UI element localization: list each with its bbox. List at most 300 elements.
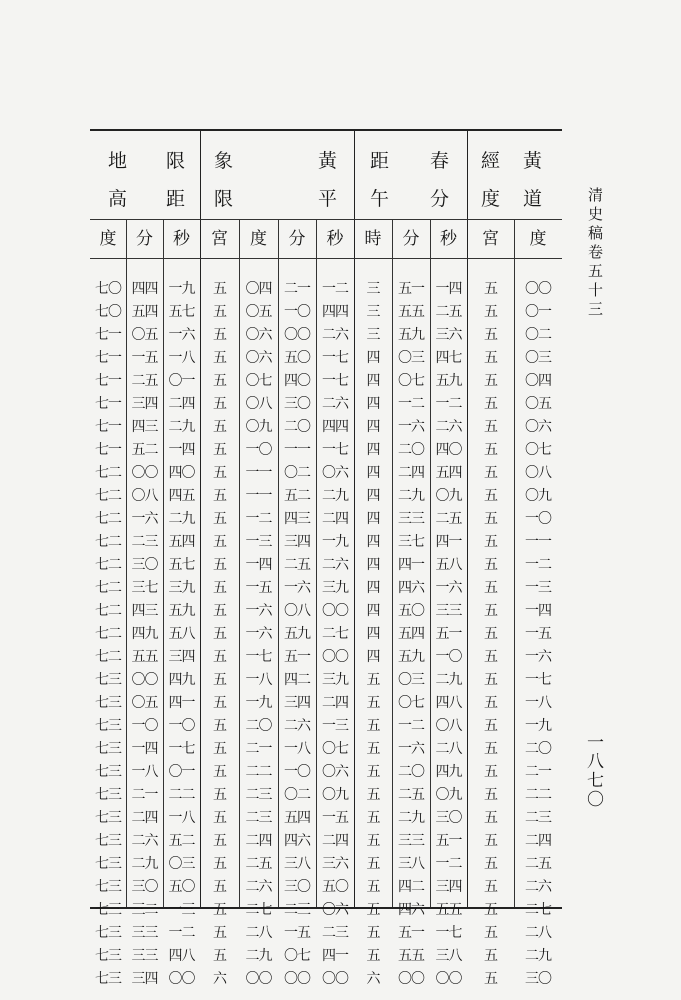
table-cell: 五 [484, 764, 497, 780]
table-cell: 五九 [398, 327, 424, 343]
table-cell: 二三 [284, 902, 310, 918]
table-cell: 一六 [245, 603, 272, 619]
table-cell: 五 [484, 948, 497, 964]
table-cell: 四一 [435, 534, 462, 550]
table-cell: 〇八 [284, 603, 310, 619]
table-cell: 二五 [284, 557, 310, 573]
table-cell: 一二 [435, 396, 462, 412]
table-cell: 一五 [322, 810, 348, 826]
table-cell: 二一 [131, 787, 158, 803]
table-cell: 五 [366, 856, 380, 872]
table-cell: 三〇 [284, 396, 310, 412]
table-cell: 五四 [435, 465, 462, 481]
table-cell: 五 [484, 281, 497, 297]
table-cell: 五五 [435, 902, 462, 918]
table-cell: 四 [366, 373, 380, 389]
table-cell: 三九 [168, 580, 195, 596]
table-cell: 〇三 [398, 672, 424, 688]
table-cell: 三四 [131, 971, 158, 987]
table-cell: 一二 [398, 396, 424, 412]
table-cell: 七二 [95, 488, 121, 504]
table-cell: 三七 [131, 580, 158, 596]
table-cell: 四 [366, 350, 380, 366]
table-cell: 〇〇 [131, 465, 158, 481]
table-cell: 一六 [398, 419, 424, 435]
table-cell: 五 [484, 718, 497, 734]
table-cell: 五 [213, 672, 226, 688]
table-cell: 二九 [525, 948, 551, 964]
table-cell: 五 [484, 442, 497, 458]
header-ecliptic-limit-sign [200, 131, 354, 220]
table-cell: 五 [484, 511, 497, 527]
table-cell: 〇六 [322, 902, 348, 918]
table-cell: 三三 [398, 511, 424, 527]
table-cell: 一二 [398, 718, 424, 734]
table-cell: 〇三 [525, 350, 551, 366]
header-char: 距 [166, 188, 186, 210]
table-cell: 五 [213, 787, 226, 803]
table-cell: 一六 [168, 327, 195, 343]
table-cell: 三八 [284, 856, 310, 872]
table-cell: 〇〇 [525, 281, 551, 297]
table-cell: 四 [366, 488, 380, 504]
table-cell: 五 [484, 465, 497, 481]
table-cell: 一二 [322, 281, 348, 297]
table-cell: 七二 [95, 626, 121, 642]
table-cell: 五一 [398, 281, 424, 297]
table-cell: 〇八 [435, 718, 462, 734]
table-cell: 〇六 [322, 764, 348, 780]
table-cell: 〇〇 [245, 971, 272, 987]
table-cell: 一〇 [168, 718, 195, 734]
table-cell: 五 [484, 649, 497, 665]
table-cell: 二四 [168, 396, 195, 412]
table-cell: 四五 [168, 488, 195, 504]
table-cell: 五 [484, 810, 497, 826]
table-cell: 一二 [168, 925, 195, 941]
table-cell: 五 [366, 787, 380, 803]
table-cell: 〇五 [245, 304, 272, 320]
table-cell: 五一 [284, 649, 310, 665]
table-cell: 二九 [168, 511, 195, 527]
table-cell: 二四 [245, 833, 272, 849]
table-cell: 〇〇 [435, 971, 462, 987]
table-cell: 七二 [95, 511, 121, 527]
table-cell: 四六 [398, 902, 424, 918]
table-cell: 五 [366, 741, 380, 757]
table-cell: 三四 [168, 649, 195, 665]
table-cell: 一八 [245, 672, 272, 688]
header-ecliptic-limit-altitude [90, 131, 200, 220]
table-cell: 五 [366, 879, 380, 895]
table-cell: 五〇 [322, 879, 348, 895]
table-cell: 一七 [322, 442, 348, 458]
table-cell: 〇九 [435, 787, 462, 803]
table-cell: 〇五 [131, 327, 158, 343]
table-cell: 四九 [131, 626, 158, 642]
table-cell: 二四 [322, 511, 348, 527]
table-cell: 〇四 [245, 281, 272, 297]
table-cell: 三九 [322, 580, 348, 596]
table-cell: 五 [213, 396, 226, 412]
table-cell: 〇一 [168, 764, 195, 780]
table-cell: 五 [484, 488, 497, 504]
table-cell: 五〇 [284, 350, 310, 366]
column-header: 時 [354, 220, 392, 259]
table-cell: 三四 [435, 879, 462, 895]
table-cell: 五 [213, 580, 226, 596]
table-cell: 四一 [168, 695, 195, 711]
table-cell: 一二 [435, 856, 462, 872]
table-cell: 二六 [435, 419, 462, 435]
table-cell: 二九 [131, 856, 158, 872]
table-cell: 二四 [322, 695, 348, 711]
table-cell: 五 [484, 879, 497, 895]
table-cell: 〇五 [525, 396, 551, 412]
table-cell: 三 [366, 281, 380, 297]
table-cell: 三 [366, 327, 380, 343]
table-cell: 四 [366, 511, 380, 527]
table-cell: 四二 [398, 879, 424, 895]
table-cell: 四四 [322, 304, 348, 320]
table-cell: 二六 [131, 833, 158, 849]
table-cell: 一六 [131, 511, 158, 527]
table-cell: 一三 [168, 902, 195, 918]
table-cell: 五 [484, 396, 497, 412]
table-cell: 三三 [435, 603, 462, 619]
table-cell: 五 [484, 787, 497, 803]
table-cell: 五 [213, 626, 226, 642]
table-cell: 五 [213, 879, 226, 895]
table-cell: 五 [484, 580, 497, 596]
table-cell: 〇〇 [398, 971, 424, 987]
table-cell: 四九 [435, 764, 462, 780]
table-cell: 五 [213, 718, 226, 734]
table-cell: 五五 [131, 649, 158, 665]
table-cell: 五一 [398, 925, 424, 941]
table-cell: 四三 [284, 511, 310, 527]
table-cell: 二八 [245, 925, 272, 941]
table-cell: 五 [213, 695, 226, 711]
table-cell: 一六 [245, 626, 272, 642]
table-cell: 七三 [95, 971, 121, 987]
table-cell: 四 [366, 534, 380, 550]
table-cell: 五 [213, 281, 226, 297]
table-cell: 五 [366, 764, 380, 780]
header-char: 平 [318, 188, 338, 210]
table-cell: 三三 [131, 948, 158, 964]
header-char: 黃 [318, 150, 338, 172]
table-cell: 二二 [525, 787, 551, 803]
table-cell: 三〇 [284, 879, 310, 895]
table-cell: 五 [484, 672, 497, 688]
table-cell: 三三 [131, 925, 158, 941]
table-cell: 七三 [95, 833, 121, 849]
header-ecliptic-longitude [467, 131, 562, 220]
table-cell: 四七 [435, 350, 462, 366]
table-cell: 一〇 [131, 718, 158, 734]
table-cell: 七一 [95, 442, 121, 458]
table-cell: 二八 [435, 741, 462, 757]
table-cell: 〇〇 [284, 327, 310, 343]
table-cell: 一七 [168, 741, 195, 757]
table-cell: 二四 [322, 833, 348, 849]
table-cell: 五 [213, 902, 226, 918]
table-cell: 一一 [245, 465, 272, 481]
table-cell: 五 [366, 833, 380, 849]
table-cell: 四 [366, 419, 380, 435]
table-cell: 二〇 [245, 718, 272, 734]
table-cell: 二七 [322, 626, 348, 642]
table-cell: 〇〇 [322, 971, 348, 987]
table-cell: 七一 [95, 396, 121, 412]
table-cell: 五 [213, 442, 226, 458]
header-char: 分 [430, 188, 450, 210]
table-cell: 七三 [95, 948, 121, 964]
table-cell: 一九 [525, 718, 551, 734]
table-cell: 五 [484, 833, 497, 849]
table-cell: 二二 [168, 787, 195, 803]
table-cell: 七三 [95, 902, 121, 918]
table-cell: 一三 [525, 580, 551, 596]
table-cell: 二九 [398, 488, 424, 504]
table-cell: 二九 [398, 810, 424, 826]
table-cell: 〇九 [435, 488, 462, 504]
table-cell: 五 [484, 971, 497, 987]
table-cell: 二五 [525, 856, 551, 872]
table-cell: 〇七 [322, 741, 348, 757]
table-cell: 三〇 [131, 557, 158, 573]
table-cell: 二六 [322, 557, 348, 573]
table-cell: 四九 [168, 672, 195, 688]
table-cell: 五一 [435, 833, 462, 849]
table-cell: 五 [213, 465, 226, 481]
table-cell: 二三 [322, 925, 348, 941]
table-cell: 三六 [435, 327, 462, 343]
table-cell: 三〇 [131, 879, 158, 895]
table-cell: 五四 [131, 304, 158, 320]
column-header: 秒 [163, 220, 200, 259]
table-cell: 二七 [525, 902, 551, 918]
table-cell: 五 [366, 718, 380, 734]
table-cell: 〇八 [245, 396, 272, 412]
table-cell: 〇七 [245, 373, 272, 389]
table-cell: 五 [484, 534, 497, 550]
table-cell: 二一 [525, 764, 551, 780]
table-cell: 五 [213, 304, 226, 320]
header-char: 限 [166, 150, 186, 172]
table-cell: 二九 [322, 488, 348, 504]
table-cell: 七二 [95, 603, 121, 619]
table-cell: 七一 [95, 350, 121, 366]
table-cell: 〇七 [398, 695, 424, 711]
table-cell: 〇〇 [322, 603, 348, 619]
table-cell: 四〇 [168, 465, 195, 481]
table-cell: 〇三 [168, 856, 195, 872]
table-cell: 〇六 [322, 465, 348, 481]
header-char: 黃 [523, 150, 543, 172]
table-cell: 〇六 [245, 350, 272, 366]
table-cell: 〇九 [322, 787, 348, 803]
table-cell: 五 [366, 925, 380, 941]
table-cell: 〇二 [525, 327, 551, 343]
table-cell: 五九 [435, 373, 462, 389]
table-cell: 五 [484, 603, 497, 619]
table-cell: 四〇 [284, 373, 310, 389]
table-cell: 〇七 [525, 442, 551, 458]
header-char: 道 [523, 188, 543, 210]
table-cell: 四四 [322, 419, 348, 435]
table-cell: 〇二 [284, 465, 310, 481]
page-number: 一八七〇 [583, 733, 603, 809]
table-cell: 二四 [525, 833, 551, 849]
table-cell: 七三 [95, 741, 121, 757]
table-cell: 二三 [245, 810, 272, 826]
table-cell: 五八 [435, 557, 462, 573]
table-cell: 二六 [284, 718, 310, 734]
table-cell: 一〇 [525, 511, 551, 527]
table-cell: 四一 [322, 948, 348, 964]
table-cell: 五八 [168, 626, 195, 642]
table-cell: 七〇 [95, 281, 121, 297]
table-cell: 四三 [131, 603, 158, 619]
table-cell: 四六 [398, 580, 424, 596]
table-cell: 五七 [168, 557, 195, 573]
table-cell: 一九 [168, 281, 195, 297]
table-cell: 二〇 [525, 741, 551, 757]
header-char: 午 [370, 188, 390, 210]
table-cell: 七一 [95, 327, 121, 343]
table-cell: 一七 [245, 649, 272, 665]
table-cell: 五 [484, 373, 497, 389]
table-cell: 七三 [95, 764, 121, 780]
table-cell: 七三 [95, 879, 121, 895]
table-cell: 一一 [525, 534, 551, 550]
table-cell: 二五 [131, 373, 158, 389]
header-char: 象 [214, 150, 234, 172]
table-cell: 七三 [95, 810, 121, 826]
table-cell: 二五 [435, 511, 462, 527]
table-cell: 七三 [95, 925, 121, 941]
table-cell: 四 [366, 649, 380, 665]
table-cell: 七三 [95, 672, 121, 688]
table-cell: 五五 [398, 948, 424, 964]
table-cell: 五 [213, 419, 226, 435]
table-cell: 二三 [131, 534, 158, 550]
table-cell: 五 [484, 741, 497, 757]
table-cell: 三〇 [525, 971, 551, 987]
table-cell: 一五 [284, 925, 310, 941]
table-cell: 二六 [322, 396, 348, 412]
table-cell: 五 [484, 925, 497, 941]
table-cell: 〇九 [525, 488, 551, 504]
table-cell: 五二 [284, 488, 310, 504]
table-cell: 一五 [245, 580, 272, 596]
table-cell: 六 [213, 971, 226, 987]
column-header: 分 [278, 220, 316, 259]
table-cell: 〇九 [245, 419, 272, 435]
table-cell: 三〇 [435, 810, 462, 826]
table-cell: 五 [213, 603, 226, 619]
table-cell: 一〇 [284, 764, 310, 780]
table-cell: 五九 [284, 626, 310, 642]
table-cell: 五〇 [168, 879, 195, 895]
table-cell: 一四 [131, 741, 158, 757]
table-cell: 三 [366, 304, 380, 320]
table-cell: 〇一 [525, 304, 551, 320]
table-cell: 一七 [322, 350, 348, 366]
table-cell: 四〇 [435, 442, 462, 458]
table-cell: 四 [366, 603, 380, 619]
header-char: 經 [481, 150, 501, 172]
table-cell: 四 [366, 442, 380, 458]
column-header: 分 [126, 220, 163, 259]
table-cell: 一〇 [284, 304, 310, 320]
column-header: 度 [239, 220, 278, 259]
table-cell: 五 [484, 856, 497, 872]
table-cell: 五 [366, 810, 380, 826]
table-cell: 〇八 [525, 465, 551, 481]
table-cell: 二六 [245, 879, 272, 895]
table-cell: 一一 [284, 442, 310, 458]
table-cell: 七三 [95, 787, 121, 803]
table-cell: 二二 [245, 764, 272, 780]
table-cell: 五 [366, 672, 380, 688]
table-cell: 五 [484, 695, 497, 711]
table-cell: 二六 [525, 879, 551, 895]
table-cell: 五 [484, 902, 497, 918]
table-cell: 〇〇 [284, 971, 310, 987]
header-char: 高 [108, 188, 128, 210]
table-cell: 三四 [131, 396, 158, 412]
table-cell: 四一 [398, 557, 424, 573]
table-cell: 〇六 [245, 327, 272, 343]
header-time-from-equinox [354, 131, 467, 220]
table-cell: 一四 [435, 281, 462, 297]
table-cell: 三八 [398, 856, 424, 872]
table-cell: 一二 [525, 557, 551, 573]
table-cell: 四 [366, 396, 380, 412]
table-cell: 五 [213, 534, 226, 550]
table-cell: 五 [213, 511, 226, 527]
header-char: 地 [108, 150, 128, 172]
table-cell: 〇五 [131, 695, 158, 711]
table-cell: 五 [484, 304, 497, 320]
table-cell: 二三 [245, 787, 272, 803]
table-cell: 〇六 [525, 419, 551, 435]
table-cell: 一五 [525, 626, 551, 642]
column-header: 分 [392, 220, 430, 259]
table-cell: 七三 [95, 856, 121, 872]
table-cell: 五 [213, 327, 226, 343]
table-cell: 一〇 [435, 649, 462, 665]
column-header: 秒 [430, 220, 467, 259]
table-cell: 五 [213, 833, 226, 849]
table-cell: 一七 [525, 672, 551, 688]
header-char: 度 [481, 188, 501, 210]
table-cell: 五 [213, 856, 226, 872]
table-cell: 一六 [525, 649, 551, 665]
table-cell: 二一 [284, 281, 310, 297]
table-cell: 五 [484, 419, 497, 435]
table-cell: 二四 [131, 810, 158, 826]
header-char: 距 [370, 150, 390, 172]
table-cell: 一九 [245, 695, 272, 711]
table-cell: 一六 [435, 580, 462, 596]
table-cell: 二一 [245, 741, 272, 757]
table-cell: 一〇 [245, 442, 272, 458]
table-cell: 二六 [322, 327, 348, 343]
